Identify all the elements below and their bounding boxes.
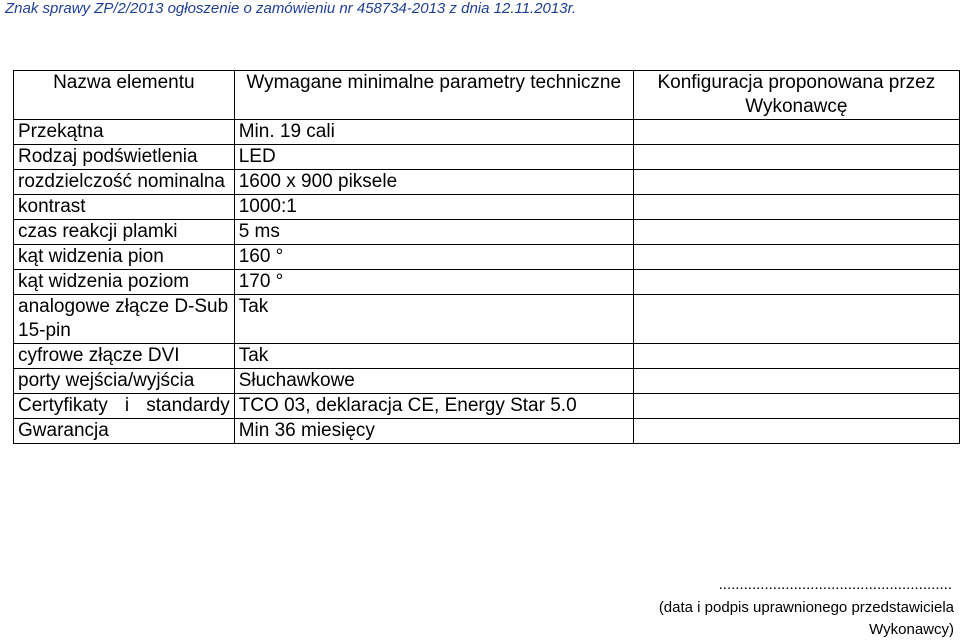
proposed-cell	[633, 394, 959, 419]
row-value: Min 36 miesięcy	[234, 419, 633, 444]
row-name: kąt widzenia pion	[14, 245, 235, 270]
row-name: rozdzielczość nominalna	[14, 170, 235, 195]
table-row	[14, 295, 960, 344]
row-name: cyfrowe złącze DVI	[14, 344, 235, 369]
row-value: Słuchawkowe	[234, 369, 633, 394]
row-name: czas reakcji plamki	[14, 220, 235, 245]
proposed-cell	[633, 170, 959, 195]
signature-line: ........................................................	[718, 576, 952, 593]
row-value: Tak	[234, 344, 633, 369]
table-row	[14, 220, 960, 245]
table-row	[14, 245, 960, 270]
row-value: 160 °	[234, 245, 633, 270]
signature-caption: (data i podpis uprawnionego przedstawiciela Wykonawcy)	[658, 599, 954, 638]
proposed-cell	[633, 344, 959, 369]
proposed-cell	[633, 195, 959, 220]
row-name: analogowe złącze D-Sub 15-pin	[14, 295, 235, 344]
row-value: 5 ms	[234, 220, 633, 245]
proposed-cell	[633, 270, 959, 295]
row-value: Min. 19 cali	[234, 120, 633, 145]
table-row	[14, 369, 960, 394]
table-row	[14, 170, 960, 195]
proposed-cell	[633, 220, 959, 245]
table-row	[14, 120, 960, 145]
proposed-cell	[633, 245, 959, 270]
row-value: TCO 03, deklaracja CE, Energy Star 5.0	[234, 394, 633, 419]
row-name: Rodzaj podświetlenia	[14, 145, 235, 170]
row-name: Certyfikaty i standardy	[14, 394, 235, 419]
table-row	[14, 419, 960, 444]
row-name: Gwarancja	[14, 419, 235, 444]
row-name: porty wejścia/wyjścia	[14, 369, 235, 394]
table-row	[14, 195, 960, 220]
column-header-proposed-configuration: Konfiguracja proponowana przez Wykonawcę	[633, 71, 959, 120]
row-value: 1000:1	[234, 195, 633, 220]
row-value: LED	[234, 145, 633, 170]
table-row	[14, 145, 960, 170]
row-name: Przekątna	[14, 120, 235, 145]
proposed-cell	[633, 295, 959, 344]
document-reference: Znak sprawy ZP/2/2013 ogłoszenie o zamówieniu nr 458734-2013 z dnia 12.11.2013r.	[5, 0, 577, 17]
proposed-cell	[633, 120, 959, 145]
row-name: kontrast	[14, 195, 235, 220]
table-row	[14, 270, 960, 295]
table-row	[14, 394, 960, 419]
proposed-cell	[633, 419, 959, 444]
column-header-required-parameters: Wymagane minimalne parametry techniczne	[234, 71, 633, 120]
row-value: 170 °	[234, 270, 633, 295]
table-header-row	[14, 71, 960, 120]
row-name: kąt widzenia poziom	[14, 270, 235, 295]
row-value: 1600 x 900 piksele	[234, 170, 633, 195]
proposed-cell	[633, 369, 959, 394]
specification-table	[13, 70, 960, 444]
column-header-element-name: Nazwa elementu	[14, 71, 235, 120]
proposed-cell	[633, 145, 959, 170]
table-row	[14, 344, 960, 369]
row-value: Tak	[234, 295, 633, 344]
